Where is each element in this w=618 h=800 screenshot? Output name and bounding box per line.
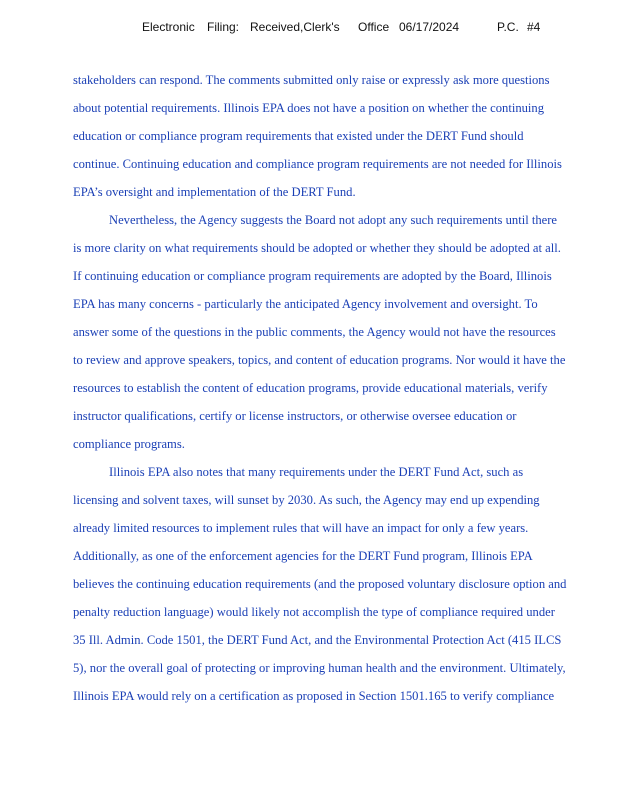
header-number: #4 bbox=[527, 20, 541, 34]
header-office: Office bbox=[358, 20, 390, 34]
body-text bbox=[73, 66, 613, 710]
text-line: 5), nor the overall goal of protecting or improving human health and the environment. Ultimately, bbox=[73, 661, 566, 675]
text-line: Illinois EPA would rely on a certification as proposed in Section 1501.165 to verify compliance bbox=[73, 689, 555, 703]
text-line: education or compliance program requirements that existed under the DERT Fund should bbox=[73, 129, 524, 143]
text-line: answer some of the questions in the public comments, the Agency would not have the resources bbox=[73, 325, 556, 339]
text-line: licensing and solvent taxes, will sunset by 2030. As such, the Agency may end up expending bbox=[73, 493, 540, 507]
text-line: is more clarity on what requirements should be adopted or whether they should be adopted at all. bbox=[73, 241, 561, 255]
text-line: about potential requirements. Illinois EPA does not have a position on whether the continuing bbox=[73, 101, 545, 115]
text-line: compliance programs. bbox=[73, 437, 185, 451]
text-line: EPA has many concerns - particularly the anticipated Agency involvement and oversight. To bbox=[73, 297, 538, 311]
header-received-clerk: Received,Clerk's bbox=[250, 20, 340, 34]
text-line: stakeholders can respond. The comments submitted only raise or expressly ask more questions bbox=[73, 73, 550, 87]
text-line: Additionally, as one of the enforcement agencies for the DERT Fund program, Illinois EPA bbox=[73, 549, 533, 563]
paragraph-start-line: Illinois EPA also notes that many requirements under the DERT Fund Act, such as bbox=[109, 465, 524, 479]
header-pc: P.C. bbox=[497, 20, 519, 34]
text-line: instructor qualifications, certify or license instructors, or otherwise oversee education or bbox=[73, 409, 517, 423]
text-line: continue. Continuing education and compliance program requirements are not needed for Illinois bbox=[73, 157, 562, 171]
text-line: believes the continuing education requirements (and the proposed voluntary disclosure option and bbox=[73, 577, 567, 591]
header-electronic: Electronic bbox=[142, 20, 195, 34]
text-line: EPA’s oversight and implementation of the DERT Fund. bbox=[73, 185, 356, 199]
header-filing: Filing: bbox=[207, 20, 240, 34]
filing-header bbox=[0, 20, 618, 36]
paragraph-start-line: Nevertheless, the Agency suggests the Board not adopt any such requirements until there bbox=[109, 213, 558, 227]
text-line: penalty reduction language) would likely not accomplish the type of compliance required under bbox=[73, 605, 555, 619]
text-line: If continuing education or compliance program requirements are adopted by the Board, Illinois bbox=[73, 269, 552, 283]
text-line: 35 Ill. Admin. Code 1501, the DERT Fund Act, and the Environmental Protection Act (415 ILCS bbox=[73, 633, 562, 647]
text-line: already limited resources to implement rules that will have an impact for only a few years. bbox=[73, 521, 529, 535]
text-line: to review and approve speakers, topics, and content of education programs. Nor would it have the bbox=[73, 353, 566, 367]
text-line: resources to establish the content of education programs, provide educational materials, verify bbox=[73, 381, 548, 395]
header-date: 06/17/2024 bbox=[399, 20, 460, 34]
